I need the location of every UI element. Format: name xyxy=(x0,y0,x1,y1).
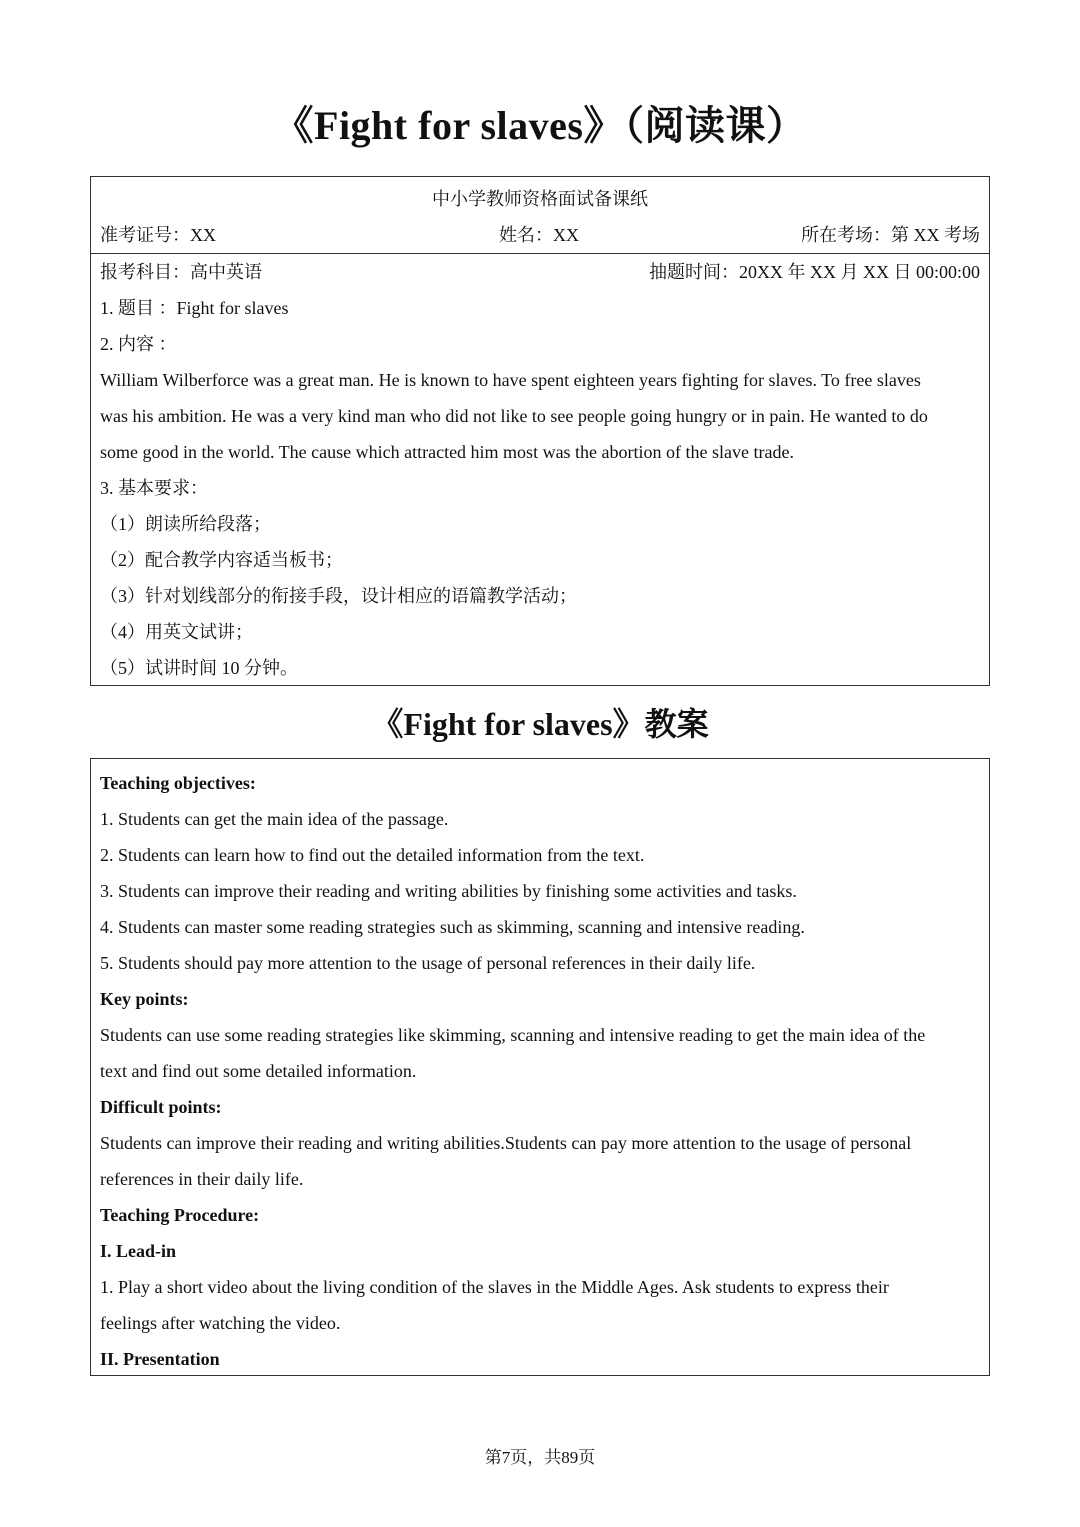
key-points-line: Students can use some reading strategies like skimming, scanning and intensive reading to get the main idea of the xyxy=(100,1025,926,1045)
document-title: 《Fight for slaves》（阅读课） xyxy=(273,103,807,148)
exam-subject: 报考科目：高中英语 xyxy=(100,262,262,282)
lesson-plan-title: 《Fight for slaves》教案 xyxy=(371,706,709,742)
form-header: 中小学教师资格面试备课纸 xyxy=(432,189,648,209)
lead-in-heading: I. Lead-in xyxy=(100,1241,177,1261)
lesson-plan xyxy=(90,758,990,1376)
presentation-heading: II. Presentation xyxy=(100,1349,220,1369)
objective-item: 4. Students can master some reading strategies such as skimming, scanning and intensive reading. xyxy=(100,917,805,937)
content-label: 2. 内容 ： xyxy=(100,334,177,354)
prep-form xyxy=(90,176,990,686)
objective-item: 1. Students can get the main idea of the passage. xyxy=(100,809,449,829)
difficult-points-line: references in their daily life. xyxy=(100,1169,304,1189)
lead-in-line: feelings after watching the video. xyxy=(100,1313,341,1333)
requirement-item: （2）配合教学内容适当板书； xyxy=(100,550,343,570)
procedure-heading: Teaching Procedure: xyxy=(100,1205,260,1225)
requirement-item: （3）针对划线部分的衔接手段，设计相应的语篇教学活动； xyxy=(100,586,577,606)
candidate-name: 姓名：XX xyxy=(499,225,579,245)
requirement-item: （4）用英文试讲； xyxy=(100,622,253,642)
objective-item: 3. Students can improve their reading and writing abilities by finishing some activities and tasks. xyxy=(100,881,797,901)
requirements-label: 3. 基本要求： xyxy=(100,478,208,498)
requirement-item: （5）试讲时间 10 分钟。 xyxy=(100,658,298,678)
lead-in-line: 1. Play a short video about the living condition of the slaves in the Middle Ages. Ask students to express their xyxy=(100,1277,889,1297)
topic-line: 1. 题目 ：Fight for slaves xyxy=(100,298,289,318)
content-line: William Wilberforce was a great man. He is known to have spent eighteen years fighting for slaves. To free slaves xyxy=(100,370,921,390)
difficult-points-line: Students can improve their reading and writing abilities.Students can pay more attention to the usage of personal xyxy=(100,1133,912,1153)
exam-id: 准考证号：XX xyxy=(100,225,216,245)
candidate-info-row xyxy=(91,217,989,253)
page-number: 第7页，共89页 xyxy=(484,1448,596,1467)
subject-row xyxy=(91,254,989,290)
objective-item: 5. Students should pay more attention to the usage of personal references in their daily life. xyxy=(100,953,756,973)
key-points-line: text and find out some detailed information. xyxy=(100,1061,417,1081)
objectives-heading: Teaching objectives: xyxy=(100,773,256,793)
draw-time: 抽题时间：20XX 年 XX 月 XX 日 00:00:00 xyxy=(649,262,980,282)
objective-item: 2. Students can learn how to find out the detailed information from the text. xyxy=(100,845,645,865)
requirement-item: （1）朗读所给段落； xyxy=(100,514,271,534)
key-points-heading: Key points: xyxy=(100,989,189,1009)
content-line: some good in the world. The cause which attracted him most was the abortion of the slave trade. xyxy=(100,442,794,462)
difficult-points-heading: Difficult points: xyxy=(100,1097,222,1117)
exam-room: 所在考场：第 XX 考场 xyxy=(801,225,980,245)
content-line: was his ambition. He was a very kind man who did not like to see people going hungry or in pain. He wanted to do xyxy=(100,406,928,426)
